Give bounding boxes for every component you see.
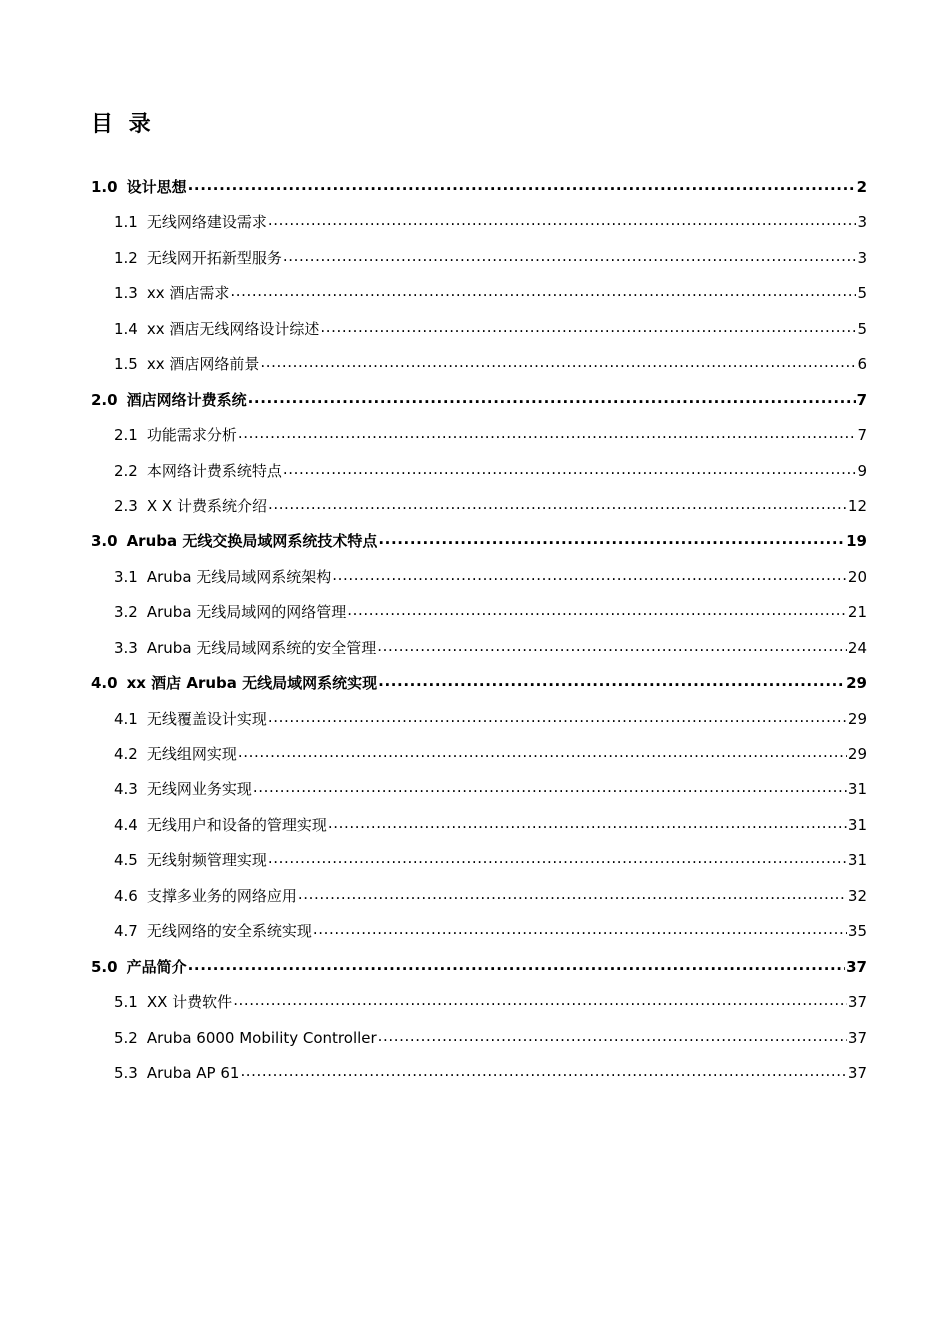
toc-entry-title: 支撑多业务的网络应用	[146, 886, 297, 905]
toc-entry-number: 1.2	[114, 248, 138, 267]
toc-entry-page: 24	[847, 638, 867, 657]
toc-entry-title: Aruba 无线局域网的网络管理	[146, 603, 347, 622]
toc-entry-title: Aruba AP 61	[146, 1063, 240, 1082]
toc-dot-leader	[253, 780, 847, 794]
toc-entry-title: 无线覆盖设计实现	[146, 709, 267, 728]
toc-entry-page: 35	[847, 922, 867, 941]
toc-entry-title: 无线组网实现	[146, 745, 237, 763]
toc-dot-leader	[268, 710, 847, 724]
toc-dot-leader	[298, 887, 847, 901]
toc-entry-page: 6	[857, 355, 867, 374]
toc-entry-title: 无线射频管理实现	[146, 851, 267, 870]
toc-entry-number: 4.6	[114, 886, 138, 905]
toc-entry-5-1[interactable]	[91, 989, 867, 1024]
toc-dot-leader	[230, 284, 856, 298]
toc-entry-page: 3	[857, 248, 867, 267]
toc-entry-number: 2.1	[114, 426, 138, 445]
toc-entry-1-2[interactable]	[91, 245, 867, 280]
toc-dot-leader	[238, 426, 857, 440]
toc-entry-title: xx 酒店无线网络设计综述	[146, 319, 320, 338]
toc-dot-leader	[283, 462, 857, 476]
toc-entry-1-3[interactable]	[91, 280, 867, 315]
toc-entry-2-1[interactable]	[91, 422, 867, 457]
toc-entry-1-5[interactable]	[91, 351, 867, 386]
toc-entry-page: 21	[847, 603, 867, 622]
toc-entry-4-7[interactable]	[91, 918, 867, 953]
toc-entry-number: 1.4	[114, 319, 138, 338]
toc-entry-number: 4.7	[114, 922, 138, 941]
toc-entry-number: 3.1	[114, 567, 138, 586]
toc-entry-number: 4.1	[114, 709, 138, 728]
toc-entry-page: 29	[846, 674, 867, 693]
toc-dot-leader	[248, 391, 856, 405]
toc-entry-title: X X 计费系统介绍	[146, 496, 267, 515]
toc-dot-leader	[378, 1029, 847, 1043]
toc-dot-leader	[268, 497, 847, 511]
toc-dot-leader	[233, 993, 847, 1007]
toc-entry-2-3[interactable]	[91, 493, 867, 528]
toc-entry-title: 功能需求分析	[146, 426, 237, 445]
toc-entry-page: 5	[857, 284, 867, 303]
toc-entry-number: 1.3	[114, 284, 138, 303]
toc-dot-leader	[332, 568, 847, 582]
toc-dot-leader	[240, 1064, 846, 1078]
toc-dot-leader	[188, 958, 846, 972]
toc-entry-page: 31	[847, 815, 867, 834]
toc-entry-4-0[interactable]	[91, 670, 867, 705]
toc-entry-number: 2.2	[114, 461, 138, 480]
toc-entry-page: 2	[856, 178, 867, 196]
toc-entry-number: 3.0	[91, 532, 118, 551]
toc-entry-page: 5	[857, 319, 867, 338]
toc-entry-title: XX 计费软件	[146, 993, 233, 1012]
toc-entry-number: 2.3	[114, 496, 138, 515]
toc-entry-1-4[interactable]	[91, 316, 867, 351]
toc-entry-page: 29	[847, 745, 867, 763]
toc-dot-leader	[260, 355, 856, 369]
toc-dot-leader	[188, 178, 856, 192]
toc-entry-title: 无线网络建设需求	[146, 213, 267, 232]
toc-entry-title: 本网络计费系统特点	[146, 461, 282, 480]
toc-entry-page: 37	[847, 1028, 867, 1047]
toc-entry-page: 37	[846, 957, 867, 976]
toc-entry-page: 31	[847, 780, 867, 799]
toc-entry-3-2[interactable]	[91, 599, 867, 634]
toc-title: 目 录	[91, 112, 155, 137]
toc-entry-4-2[interactable]	[91, 741, 867, 776]
toc-entry-number: 2.0	[91, 390, 118, 409]
toc-entry-number: 4.5	[114, 851, 138, 870]
toc-entry-3-1[interactable]	[91, 564, 867, 599]
toc-entry-4-6[interactable]	[91, 883, 867, 918]
toc-entry-number: 4.2	[114, 745, 138, 763]
toc-dot-leader	[283, 249, 857, 263]
toc-dot-leader	[238, 745, 847, 759]
toc-dot-leader	[313, 922, 847, 936]
toc-entry-title: Aruba 6000 Mobility Controller	[146, 1028, 377, 1047]
toc-entry-1-1[interactable]	[91, 209, 867, 244]
toc-dot-leader	[377, 639, 847, 653]
toc-entry-number: 1.0	[91, 178, 118, 196]
toc-entry-4-5[interactable]	[91, 847, 867, 882]
toc-entry-page: 37	[847, 993, 867, 1012]
toc-entry-page: 7	[857, 426, 867, 445]
toc-dot-leader	[328, 816, 847, 830]
toc-entry-title: Aruba 无线局域网系统的安全管理	[146, 638, 377, 657]
toc-entry-page: 7	[856, 390, 867, 409]
toc-entry-title: 无线网开拓新型服务	[146, 248, 282, 267]
toc-entry-number: 5.1	[114, 993, 138, 1012]
toc-entry-title: 设计思想	[126, 178, 187, 196]
toc-entry-4-3[interactable]	[91, 776, 867, 811]
toc-entry-number: 4.4	[114, 815, 138, 834]
toc-entry-number: 5.0	[91, 957, 118, 976]
toc-entry-2-0[interactable]	[91, 387, 867, 422]
toc-entry-1-0[interactable]	[91, 174, 867, 209]
toc-entry-title: Aruba 无线局域网系统架构	[146, 567, 332, 586]
toc-entry-number: 5.3	[114, 1063, 138, 1082]
toc-entry-5-0[interactable]	[91, 954, 867, 989]
toc-entry-4-1[interactable]	[91, 706, 867, 741]
toc-entry-page: 3	[857, 213, 867, 232]
toc-entry-page: 37	[847, 1063, 867, 1082]
toc-entry-title: xx 酒店网络前景	[146, 355, 260, 374]
toc-entry-title: 无线网业务实现	[146, 780, 252, 799]
toc-entry-number: 4.0	[91, 674, 118, 693]
toc-entry-title: 产品简介	[126, 957, 187, 976]
toc-entry-5-2[interactable]	[91, 1025, 867, 1060]
toc-entry-number: 3.2	[114, 603, 138, 622]
toc-entry-3-0[interactable]	[91, 528, 867, 563]
toc-entry-title: Aruba 无线交换局域网系统技术特点	[126, 532, 378, 551]
toc-entry-title: 酒店网络计费系统	[126, 390, 247, 409]
toc-entry-title: 无线网络的安全系统实现	[146, 922, 312, 941]
toc-entry-page: 32	[847, 886, 867, 905]
toc-dot-leader	[268, 851, 847, 865]
toc-entry-title: xx 酒店需求	[146, 284, 230, 303]
toc-entry-page: 9	[857, 461, 867, 480]
toc-dot-leader	[378, 674, 845, 688]
toc-entry-number: 3.3	[114, 638, 138, 657]
toc-entry-page: 19	[846, 532, 867, 551]
toc-list	[91, 174, 867, 1095]
toc-entry-number: 1.5	[114, 355, 138, 374]
toc-entry-title: xx 酒店 Aruba 无线局域网系统实现	[126, 674, 378, 693]
toc-entry-number: 4.3	[114, 780, 138, 799]
toc-entry-2-2[interactable]	[91, 458, 867, 493]
toc-entry-number: 1.1	[114, 213, 138, 232]
toc-dot-leader	[347, 603, 847, 617]
toc-entry-page: 20	[847, 567, 867, 586]
toc-dot-leader	[378, 532, 845, 546]
toc-entry-3-3[interactable]	[91, 635, 867, 670]
toc-dot-leader	[268, 213, 857, 227]
toc-entry-page: 31	[847, 851, 867, 870]
toc-entry-number: 5.2	[114, 1028, 138, 1047]
toc-entry-4-4[interactable]	[91, 812, 867, 847]
toc-entry-page: 12	[847, 496, 867, 515]
toc-entry-5-3[interactable]	[91, 1060, 867, 1095]
toc-entry-page: 29	[847, 709, 867, 728]
toc-dot-leader	[320, 320, 856, 334]
toc-entry-title: 无线用户和设备的管理实现	[146, 815, 327, 834]
